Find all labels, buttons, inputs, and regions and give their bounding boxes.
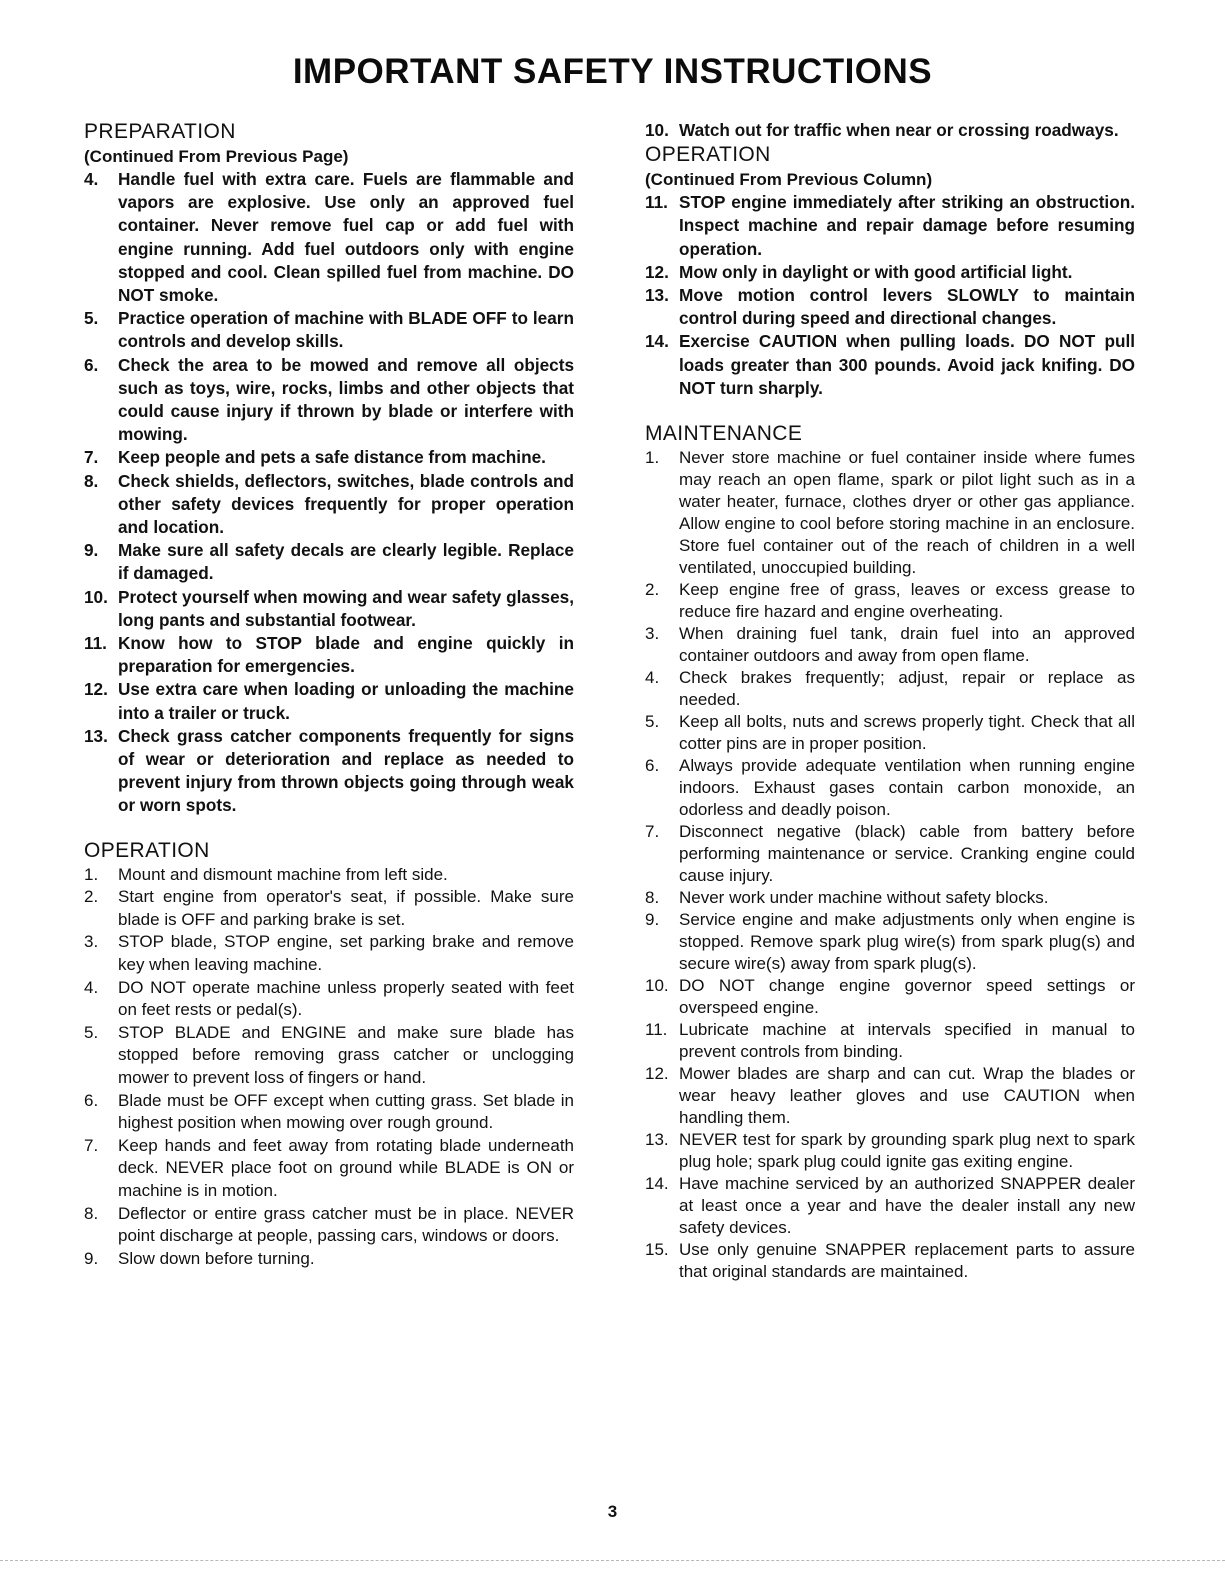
item-text: DO NOT operate machine unless properly seated with feet on feet rests or pedal(s). xyxy=(118,977,574,1020)
bottom-divider xyxy=(0,1560,1225,1561)
item-text: Blade must be OFF except when cutting grass. Set blade in highest position when mowing over rough ground. xyxy=(118,1090,574,1133)
item-number: 7. xyxy=(645,822,660,842)
item-number: 10. xyxy=(84,586,108,607)
item-number: 11. xyxy=(645,1020,668,1040)
list-item xyxy=(84,470,574,540)
list-item xyxy=(84,678,574,724)
page-title: IMPORTANT SAFETY INSTRUCTIONS xyxy=(292,52,933,91)
item-text: Make sure all safety decals are clearly legible. Replace if damaged. xyxy=(118,540,574,584)
item-number: 4. xyxy=(84,977,99,997)
right-column xyxy=(645,119,1135,1283)
list-item xyxy=(84,1248,574,1271)
preparation-list xyxy=(84,168,574,818)
list-item xyxy=(645,1129,1135,1173)
list-item xyxy=(84,864,574,887)
list-item xyxy=(645,579,1135,623)
item-number: 12. xyxy=(645,261,669,282)
list-item xyxy=(84,1203,574,1248)
list-item xyxy=(84,168,574,307)
item-number: 5. xyxy=(84,308,99,329)
item-text: Watch out for traffic when near or crossing roadways. xyxy=(679,120,1119,140)
list-item xyxy=(84,307,574,353)
item-number: 6. xyxy=(84,1090,99,1110)
item-text: Keep people and pets a safe distance from machine. xyxy=(118,447,546,468)
list-item xyxy=(645,1063,1135,1129)
item-number: 1. xyxy=(645,448,660,468)
maintenance-heading: MAINTENANCE xyxy=(645,422,803,446)
item-text: Keep hands and feet away from rotating blade underneath deck. NEVER place foot on ground while BLADE is ON or machine is in motion. xyxy=(118,1135,574,1200)
item-text: Exercise CAUTION when pulling loads. DO NOT pull loads greater than 300 pounds. Avoid jack knifing. DO NOT turn sharply. xyxy=(679,331,1135,398)
item-number: 9. xyxy=(84,540,99,561)
item-number: 11. xyxy=(645,192,668,213)
item-text: Have machine serviced by an authorized SNAPPER dealer at least once a year and have the dealer install any new safety devices. xyxy=(679,1174,1135,1238)
item-number: 6. xyxy=(645,756,660,776)
item-text: STOP blade, STOP engine, set parking brake and remove key when leaving machine. xyxy=(118,932,574,975)
item-number: 5. xyxy=(84,1022,99,1042)
item-text: Practice operation of machine with BLADE OFF to learn controls and develop skills. xyxy=(118,308,574,352)
page-number: 3 xyxy=(607,1502,618,1521)
list-item xyxy=(84,725,574,818)
list-item xyxy=(84,632,574,678)
item-text: Keep engine free of grass, leaves or excess grease to reduce fire hazard and engine overheating. xyxy=(679,580,1135,622)
item-text: NEVER test for spark by grounding spark plug next to spark plug hole; spark plug could ignite gas exiting engine. xyxy=(679,1130,1135,1172)
item-number: 13. xyxy=(645,1130,669,1150)
item-number: 8. xyxy=(645,888,660,908)
item-number: 1. xyxy=(84,864,99,884)
item-text: Start engine from operator's seat, if possible. Make sure blade is OFF and parking brake is set. xyxy=(118,887,574,929)
item-text: Check grass catcher components frequently for signs of wear or deterioration and replace as needed to prevent injury from thrown objects going through weak or worn spots. xyxy=(118,725,574,816)
list-item xyxy=(645,191,1135,261)
list-item xyxy=(645,623,1135,667)
item-number: 13. xyxy=(645,285,669,306)
item-number: 10. xyxy=(645,976,669,996)
item-text: Check brakes frequently; adjust, repair or replace as needed. xyxy=(679,668,1135,710)
list-item xyxy=(645,119,1135,142)
item-text: DO NOT change engine governor speed settings or overspeed engine. xyxy=(679,976,1135,1018)
list-item xyxy=(84,1022,574,1090)
operation-continued-note: (Continued From Previous Column) xyxy=(645,170,933,190)
list-item xyxy=(84,1090,574,1135)
item-text: Always provide adequate ventilation when running engine indoors. Exhaust gases contain carbon monoxide, an odorless and deadly poison. xyxy=(679,756,1135,820)
list-item xyxy=(645,755,1135,821)
item-number: 5. xyxy=(645,712,660,732)
list-item xyxy=(645,909,1135,975)
operation-heading: OPERATION xyxy=(84,838,210,862)
item-text: STOP engine immediately after striking an obstruction. Inspect machine and repair damage before resuming operation. xyxy=(679,192,1135,259)
item-number: 7. xyxy=(84,447,99,468)
list-item xyxy=(645,711,1135,755)
list-item xyxy=(645,975,1135,1019)
list-item xyxy=(84,539,574,585)
item-number: 3. xyxy=(645,624,660,644)
item-number: 4. xyxy=(84,169,99,189)
item-text: Use only genuine SNAPPER replacement parts to assure that original standards are maintained. xyxy=(679,1240,1135,1282)
list-item xyxy=(645,447,1135,579)
list-item xyxy=(645,821,1135,887)
list-item xyxy=(84,354,574,447)
item-number: 7. xyxy=(84,1135,99,1155)
item-number: 9. xyxy=(645,910,660,930)
list-item xyxy=(645,667,1135,711)
item-text: Use extra care when loading or unloading the machine into a trailer or truck. xyxy=(118,679,574,723)
list-item xyxy=(645,1019,1135,1063)
operation-carryover-list xyxy=(645,119,1135,142)
item-text: Service engine and make adjustments only when engine is stopped. Remove spark plug wire(s) from spark plug(s) and secure wire(s) away from spark plug(s). xyxy=(679,910,1135,974)
item-text: Protect yourself when mowing and wear safety glasses, long pants and substantial footwear. xyxy=(118,586,574,630)
item-number: 3. xyxy=(84,932,99,952)
item-text: Move motion control levers SLOWLY to maintain control during speed and directional changes. xyxy=(679,285,1135,329)
list-item xyxy=(645,261,1135,284)
list-item xyxy=(645,887,1135,909)
item-number: 8. xyxy=(84,470,99,491)
item-text: Check the area to be mowed and remove all objects such as toys, wire, rocks, limbs and other objects that could cause injury if thrown by blade or interfere with mowing. xyxy=(118,354,574,445)
item-text: Disconnect negative (black) cable from battery before performing maintenance or service. Cranking engine could cause injury. xyxy=(679,822,1135,886)
item-text: STOP BLADE and ENGINE and make sure blade has stopped before removing grass catcher or unclogging mower to prevent loss of fingers or hand. xyxy=(118,1022,574,1088)
item-number: 10. xyxy=(645,120,669,140)
item-text: Mount and dismount machine from left side. xyxy=(118,864,448,884)
item-text: Slow down before turning. xyxy=(118,1248,315,1268)
item-text: Know how to STOP blade and engine quickly in preparation for emergencies. xyxy=(118,633,574,677)
list-item xyxy=(645,284,1135,330)
item-number: 14. xyxy=(645,331,669,352)
maintenance-list xyxy=(645,447,1135,1283)
item-number: 12. xyxy=(645,1064,669,1084)
item-text: Keep all bolts, nuts and screws properly tight. Check that all cotter pins are in proper position. xyxy=(679,712,1135,754)
item-text: Lubricate machine at intervals specified in manual to prevent controls from binding. xyxy=(679,1020,1135,1062)
item-text: Handle fuel with extra care. Fuels are flammable and vapors are explosive. Use only an approved fuel container. Never remove fuel cap or add fuel with engine running. Add fuel outdoors only with engine stopped and cool. Clean spilled fuel from machine. DO NOT smoke. xyxy=(118,169,574,306)
list-item xyxy=(84,586,574,632)
item-number: 2. xyxy=(84,887,99,907)
item-number: 15. xyxy=(645,1240,669,1260)
item-number: 11. xyxy=(84,633,107,654)
list-item xyxy=(84,446,574,469)
preparation-continued-note: (Continued From Previous Page) xyxy=(84,147,349,166)
item-number: 14. xyxy=(645,1174,669,1194)
item-number: 12. xyxy=(84,679,108,700)
operation-continued-heading: OPERATION xyxy=(645,143,771,167)
operation-continued-list xyxy=(645,191,1135,400)
left-column xyxy=(84,119,574,1270)
item-number: 13. xyxy=(84,725,108,746)
list-item xyxy=(84,931,574,976)
item-number: 4. xyxy=(645,668,660,688)
list-item xyxy=(645,330,1135,400)
list-item xyxy=(84,886,574,931)
item-number: 6. xyxy=(84,354,99,375)
list-item xyxy=(645,1173,1135,1239)
list-item xyxy=(84,977,574,1022)
item-text: Check shields, deflectors, switches, blade controls and other safety devices frequently for proper operation and location. xyxy=(118,470,574,538)
item-text: Mower blades are sharp and can cut. Wrap the blades or wear heavy leather gloves and use CAUTION when handling them. xyxy=(679,1064,1135,1128)
item-number: 8. xyxy=(84,1203,99,1223)
item-text: When draining fuel tank, drain fuel into an approved container outdoors and away from open flame. xyxy=(679,624,1135,666)
item-text: Mow only in daylight or with good artificial light. xyxy=(679,261,1073,282)
item-number: 9. xyxy=(84,1248,99,1268)
item-text: Never store machine or fuel container inside where fumes may reach an open flame, spark or pilot light such as in a water heater, furnace, clothes dryer or other gas appliance. Allow engine to cool before storing machine in an enclosure. Store fuel container out of the reach of children in a well ventilated, unoccupied building. xyxy=(679,448,1135,578)
preparation-heading: PREPARATION xyxy=(84,120,236,143)
operation-list xyxy=(84,864,574,1271)
item-number: 2. xyxy=(645,580,660,600)
item-text: Never work under machine without safety blocks. xyxy=(679,888,1049,908)
list-item xyxy=(645,1239,1135,1283)
item-text: Deflector or entire grass catcher must be in place. NEVER point discharge at people, passing cars, windows or doors. xyxy=(118,1203,574,1246)
list-item xyxy=(84,1135,574,1203)
